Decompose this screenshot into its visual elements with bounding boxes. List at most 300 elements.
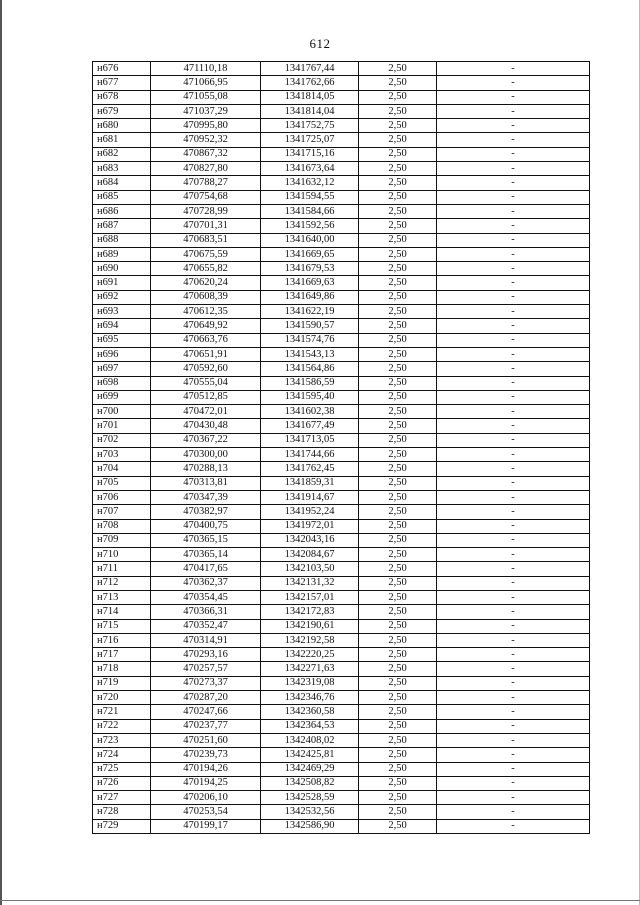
table-row bbox=[93, 819, 590, 833]
note-cell: - bbox=[437, 119, 590, 133]
point-id-cell: н721 bbox=[93, 705, 151, 719]
accuracy-cell: 2,50 bbox=[359, 362, 437, 376]
note-cell: - bbox=[437, 433, 590, 447]
x-coordinate-cell: 470194,25 bbox=[151, 776, 261, 790]
y-coordinate-cell: 1341669,65 bbox=[261, 247, 359, 261]
note-cell: - bbox=[437, 233, 590, 247]
y-coordinate-cell: 1341594,55 bbox=[261, 190, 359, 204]
point-id-cell: н694 bbox=[93, 319, 151, 333]
note-cell: - bbox=[437, 691, 590, 705]
point-id-cell: н687 bbox=[93, 219, 151, 233]
point-id-cell: н702 bbox=[93, 433, 151, 447]
table-row bbox=[93, 104, 590, 118]
x-coordinate-cell: 470253,54 bbox=[151, 805, 261, 819]
point-id-cell: н700 bbox=[93, 405, 151, 419]
accuracy-cell: 2,50 bbox=[359, 448, 437, 462]
point-id-cell: н688 bbox=[93, 233, 151, 247]
x-coordinate-cell: 470365,14 bbox=[151, 548, 261, 562]
y-coordinate-cell: 1341859,31 bbox=[261, 476, 359, 490]
point-id-cell: н724 bbox=[93, 748, 151, 762]
table-row bbox=[93, 90, 590, 104]
y-coordinate-cell: 1341725,07 bbox=[261, 133, 359, 147]
table-row bbox=[93, 119, 590, 133]
note-cell: - bbox=[437, 805, 590, 819]
table-row bbox=[93, 548, 590, 562]
x-coordinate-cell: 470288,13 bbox=[151, 462, 261, 476]
accuracy-cell: 2,50 bbox=[359, 662, 437, 676]
note-cell: - bbox=[437, 448, 590, 462]
y-coordinate-cell: 1341744,66 bbox=[261, 448, 359, 462]
note-cell: - bbox=[437, 90, 590, 104]
table-row bbox=[93, 476, 590, 490]
x-coordinate-cell: 470608,39 bbox=[151, 290, 261, 304]
accuracy-cell: 2,50 bbox=[359, 119, 437, 133]
point-id-cell: н728 bbox=[93, 805, 151, 819]
note-cell: - bbox=[437, 562, 590, 576]
table-row bbox=[93, 733, 590, 747]
point-id-cell: н710 bbox=[93, 548, 151, 562]
note-cell: - bbox=[437, 405, 590, 419]
x-coordinate-cell: 470354,45 bbox=[151, 590, 261, 604]
accuracy-cell: 2,50 bbox=[359, 276, 437, 290]
note-cell: - bbox=[437, 662, 590, 676]
note-cell: - bbox=[437, 76, 590, 90]
table-row bbox=[93, 376, 590, 390]
y-coordinate-cell: 1342043,16 bbox=[261, 533, 359, 547]
accuracy-cell: 2,50 bbox=[359, 691, 437, 705]
x-coordinate-cell: 470651,91 bbox=[151, 347, 261, 361]
y-coordinate-cell: 1341543,13 bbox=[261, 347, 359, 361]
x-coordinate-cell: 470754,68 bbox=[151, 190, 261, 204]
point-id-cell: н690 bbox=[93, 262, 151, 276]
point-id-cell: н684 bbox=[93, 176, 151, 190]
point-id-cell: н729 bbox=[93, 819, 151, 833]
y-coordinate-cell: 1341673,64 bbox=[261, 162, 359, 176]
y-coordinate-cell: 1341762,66 bbox=[261, 76, 359, 90]
y-coordinate-cell: 1342364,53 bbox=[261, 719, 359, 733]
x-coordinate-cell: 470827,80 bbox=[151, 162, 261, 176]
table-row bbox=[93, 176, 590, 190]
accuracy-cell: 2,50 bbox=[359, 419, 437, 433]
point-id-cell: н696 bbox=[93, 347, 151, 361]
y-coordinate-cell: 1341632,12 bbox=[261, 176, 359, 190]
y-coordinate-cell: 1341713,05 bbox=[261, 433, 359, 447]
x-coordinate-cell: 470366,31 bbox=[151, 605, 261, 619]
x-coordinate-cell: 470382,97 bbox=[151, 505, 261, 519]
table-row bbox=[93, 333, 590, 347]
y-coordinate-cell: 1342192,58 bbox=[261, 633, 359, 647]
accuracy-cell: 2,50 bbox=[359, 162, 437, 176]
note-cell: - bbox=[437, 347, 590, 361]
accuracy-cell: 2,50 bbox=[359, 633, 437, 647]
x-coordinate-cell: 470237,77 bbox=[151, 719, 261, 733]
point-id-cell: н723 bbox=[93, 733, 151, 747]
table-row bbox=[93, 276, 590, 290]
table-row bbox=[93, 290, 590, 304]
accuracy-cell: 2,50 bbox=[359, 548, 437, 562]
point-id-cell: н689 bbox=[93, 247, 151, 261]
y-coordinate-cell: 1341767,44 bbox=[261, 62, 359, 76]
y-coordinate-cell: 1342528,59 bbox=[261, 791, 359, 805]
note-cell: - bbox=[437, 390, 590, 404]
point-id-cell: н711 bbox=[93, 562, 151, 576]
accuracy-cell: 2,50 bbox=[359, 719, 437, 733]
y-coordinate-cell: 1342508,82 bbox=[261, 776, 359, 790]
note-cell: - bbox=[437, 190, 590, 204]
x-coordinate-cell: 470199,17 bbox=[151, 819, 261, 833]
y-coordinate-cell: 1341715,16 bbox=[261, 147, 359, 161]
accuracy-cell: 2,50 bbox=[359, 433, 437, 447]
table-row bbox=[93, 433, 590, 447]
x-coordinate-cell: 470400,75 bbox=[151, 519, 261, 533]
x-coordinate-cell: 470612,35 bbox=[151, 305, 261, 319]
x-coordinate-cell: 470620,24 bbox=[151, 276, 261, 290]
table-row bbox=[93, 633, 590, 647]
accuracy-cell: 2,50 bbox=[359, 505, 437, 519]
point-id-cell: н693 bbox=[93, 305, 151, 319]
accuracy-cell: 2,50 bbox=[359, 705, 437, 719]
point-id-cell: н698 bbox=[93, 376, 151, 390]
y-coordinate-cell: 1342172,83 bbox=[261, 605, 359, 619]
table-row bbox=[93, 147, 590, 161]
table-row bbox=[93, 76, 590, 90]
note-cell: - bbox=[437, 462, 590, 476]
accuracy-cell: 2,50 bbox=[359, 190, 437, 204]
accuracy-cell: 2,50 bbox=[359, 748, 437, 762]
accuracy-cell: 2,50 bbox=[359, 676, 437, 690]
x-coordinate-cell: 470675,59 bbox=[151, 247, 261, 261]
table-row bbox=[93, 605, 590, 619]
accuracy-cell: 2,50 bbox=[359, 176, 437, 190]
x-coordinate-cell: 470293,16 bbox=[151, 648, 261, 662]
note-cell: - bbox=[437, 133, 590, 147]
accuracy-cell: 2,50 bbox=[359, 605, 437, 619]
y-coordinate-cell: 1341649,86 bbox=[261, 290, 359, 304]
y-coordinate-cell: 1341584,66 bbox=[261, 204, 359, 218]
y-coordinate-cell: 1342360,58 bbox=[261, 705, 359, 719]
table-row bbox=[93, 262, 590, 276]
table-row bbox=[93, 233, 590, 247]
scan-left-edge bbox=[0, 0, 2, 905]
point-id-cell: н719 bbox=[93, 676, 151, 690]
point-id-cell: н691 bbox=[93, 276, 151, 290]
point-id-cell: н708 bbox=[93, 519, 151, 533]
accuracy-cell: 2,50 bbox=[359, 819, 437, 833]
x-coordinate-cell: 470512,85 bbox=[151, 390, 261, 404]
note-cell: - bbox=[437, 290, 590, 304]
note-cell: - bbox=[437, 319, 590, 333]
table-row bbox=[93, 562, 590, 576]
y-coordinate-cell: 1342271,63 bbox=[261, 662, 359, 676]
x-coordinate-cell: 470347,39 bbox=[151, 490, 261, 504]
point-id-cell: н709 bbox=[93, 533, 151, 547]
y-coordinate-cell: 1342131,32 bbox=[261, 576, 359, 590]
accuracy-cell: 2,50 bbox=[359, 90, 437, 104]
x-coordinate-cell: 470592,60 bbox=[151, 362, 261, 376]
point-id-cell: н681 bbox=[93, 133, 151, 147]
point-id-cell: н685 bbox=[93, 190, 151, 204]
y-coordinate-cell: 1342532,56 bbox=[261, 805, 359, 819]
table-row bbox=[93, 190, 590, 204]
table-row bbox=[93, 319, 590, 333]
table-row bbox=[93, 676, 590, 690]
x-coordinate-cell: 470788,27 bbox=[151, 176, 261, 190]
x-coordinate-cell: 470867,32 bbox=[151, 147, 261, 161]
y-coordinate-cell: 1342469,29 bbox=[261, 762, 359, 776]
accuracy-cell: 2,50 bbox=[359, 533, 437, 547]
y-coordinate-cell: 1341669,63 bbox=[261, 276, 359, 290]
accuracy-cell: 2,50 bbox=[359, 290, 437, 304]
point-id-cell: н715 bbox=[93, 619, 151, 633]
table-row bbox=[93, 405, 590, 419]
table-row bbox=[93, 619, 590, 633]
table-row bbox=[93, 762, 590, 776]
accuracy-cell: 2,50 bbox=[359, 619, 437, 633]
table-row bbox=[93, 448, 590, 462]
x-coordinate-cell: 470555,04 bbox=[151, 376, 261, 390]
y-coordinate-cell: 1341814,04 bbox=[261, 104, 359, 118]
point-id-cell: н703 bbox=[93, 448, 151, 462]
note-cell: - bbox=[437, 376, 590, 390]
y-coordinate-cell: 1342084,67 bbox=[261, 548, 359, 562]
y-coordinate-cell: 1341677,49 bbox=[261, 419, 359, 433]
table-row bbox=[93, 219, 590, 233]
point-id-cell: н718 bbox=[93, 662, 151, 676]
note-cell: - bbox=[437, 705, 590, 719]
x-coordinate-cell: 470649,92 bbox=[151, 319, 261, 333]
x-coordinate-cell: 470701,31 bbox=[151, 219, 261, 233]
x-coordinate-cell: 470313,81 bbox=[151, 476, 261, 490]
note-cell: - bbox=[437, 819, 590, 833]
table-row bbox=[93, 590, 590, 604]
note-cell: - bbox=[437, 548, 590, 562]
table-row bbox=[93, 776, 590, 790]
point-id-cell: н716 bbox=[93, 633, 151, 647]
accuracy-cell: 2,50 bbox=[359, 762, 437, 776]
accuracy-cell: 2,50 bbox=[359, 305, 437, 319]
point-id-cell: н683 bbox=[93, 162, 151, 176]
accuracy-cell: 2,50 bbox=[359, 648, 437, 662]
table-row bbox=[93, 62, 590, 76]
point-id-cell: н679 bbox=[93, 104, 151, 118]
table-row bbox=[93, 505, 590, 519]
note-cell: - bbox=[437, 262, 590, 276]
y-coordinate-cell: 1341814,05 bbox=[261, 90, 359, 104]
table-row bbox=[93, 305, 590, 319]
point-id-cell: н682 bbox=[93, 147, 151, 161]
table-row bbox=[93, 347, 590, 361]
y-coordinate-cell: 1341752,75 bbox=[261, 119, 359, 133]
point-id-cell: н686 bbox=[93, 204, 151, 218]
y-coordinate-cell: 1341574,76 bbox=[261, 333, 359, 347]
table-row bbox=[93, 691, 590, 705]
point-id-cell: н695 bbox=[93, 333, 151, 347]
y-coordinate-cell: 1341586,59 bbox=[261, 376, 359, 390]
accuracy-cell: 2,50 bbox=[359, 476, 437, 490]
point-id-cell: н712 bbox=[93, 576, 151, 590]
table-row bbox=[93, 204, 590, 218]
point-id-cell: н727 bbox=[93, 791, 151, 805]
point-id-cell: н726 bbox=[93, 776, 151, 790]
accuracy-cell: 2,50 bbox=[359, 333, 437, 347]
note-cell: - bbox=[437, 276, 590, 290]
x-coordinate-cell: 471110,18 bbox=[151, 62, 261, 76]
y-coordinate-cell: 1341595,40 bbox=[261, 390, 359, 404]
y-coordinate-cell: 1342220,25 bbox=[261, 648, 359, 662]
note-cell: - bbox=[437, 305, 590, 319]
note-cell: - bbox=[437, 333, 590, 347]
point-id-cell: н706 bbox=[93, 490, 151, 504]
x-coordinate-cell: 470206,10 bbox=[151, 791, 261, 805]
accuracy-cell: 2,50 bbox=[359, 376, 437, 390]
accuracy-cell: 2,50 bbox=[359, 405, 437, 419]
point-id-cell: н705 bbox=[93, 476, 151, 490]
note-cell: - bbox=[437, 419, 590, 433]
y-coordinate-cell: 1341972,01 bbox=[261, 519, 359, 533]
note-cell: - bbox=[437, 505, 590, 519]
accuracy-cell: 2,50 bbox=[359, 576, 437, 590]
x-coordinate-cell: 470655,82 bbox=[151, 262, 261, 276]
point-id-cell: н699 bbox=[93, 390, 151, 404]
accuracy-cell: 2,50 bbox=[359, 133, 437, 147]
x-coordinate-cell: 470362,37 bbox=[151, 576, 261, 590]
point-id-cell: н692 bbox=[93, 290, 151, 304]
y-coordinate-cell: 1341592,56 bbox=[261, 219, 359, 233]
y-coordinate-cell: 1341914,67 bbox=[261, 490, 359, 504]
accuracy-cell: 2,50 bbox=[359, 262, 437, 276]
y-coordinate-cell: 1342586,90 bbox=[261, 819, 359, 833]
x-coordinate-cell: 470352,47 bbox=[151, 619, 261, 633]
note-cell: - bbox=[437, 648, 590, 662]
table-row bbox=[93, 791, 590, 805]
table-row bbox=[93, 462, 590, 476]
y-coordinate-cell: 1341679,53 bbox=[261, 262, 359, 276]
accuracy-cell: 2,50 bbox=[359, 805, 437, 819]
accuracy-cell: 2,50 bbox=[359, 62, 437, 76]
table-row bbox=[93, 133, 590, 147]
y-coordinate-cell: 1342425,81 bbox=[261, 748, 359, 762]
x-coordinate-cell: 470417,65 bbox=[151, 562, 261, 576]
accuracy-cell: 2,50 bbox=[359, 490, 437, 504]
accuracy-cell: 2,50 bbox=[359, 76, 437, 90]
y-coordinate-cell: 1341762,45 bbox=[261, 462, 359, 476]
point-id-cell: н680 bbox=[93, 119, 151, 133]
x-coordinate-cell: 470239,73 bbox=[151, 748, 261, 762]
y-coordinate-cell: 1342190,61 bbox=[261, 619, 359, 633]
note-cell: - bbox=[437, 762, 590, 776]
accuracy-cell: 2,50 bbox=[359, 319, 437, 333]
table-row bbox=[93, 533, 590, 547]
page-number: 612 bbox=[309, 36, 331, 51]
note-cell: - bbox=[437, 590, 590, 604]
accuracy-cell: 2,50 bbox=[359, 247, 437, 261]
table-row bbox=[93, 705, 590, 719]
table-row bbox=[93, 419, 590, 433]
x-coordinate-cell: 470952,32 bbox=[151, 133, 261, 147]
accuracy-cell: 2,50 bbox=[359, 147, 437, 161]
table-row bbox=[93, 805, 590, 819]
x-coordinate-cell: 470251,60 bbox=[151, 733, 261, 747]
x-coordinate-cell: 470194,26 bbox=[151, 762, 261, 776]
note-cell: - bbox=[437, 748, 590, 762]
table-row bbox=[93, 162, 590, 176]
table-row bbox=[93, 662, 590, 676]
x-coordinate-cell: 470247,66 bbox=[151, 705, 261, 719]
y-coordinate-cell: 1341952,24 bbox=[261, 505, 359, 519]
accuracy-cell: 2,50 bbox=[359, 390, 437, 404]
y-coordinate-cell: 1342346,76 bbox=[261, 691, 359, 705]
x-coordinate-cell: 470663,76 bbox=[151, 333, 261, 347]
note-cell: - bbox=[437, 633, 590, 647]
note-cell: - bbox=[437, 519, 590, 533]
table-row bbox=[93, 748, 590, 762]
coordinates-table bbox=[92, 61, 590, 834]
table-row bbox=[93, 362, 590, 376]
x-coordinate-cell: 470683,51 bbox=[151, 233, 261, 247]
note-cell: - bbox=[437, 719, 590, 733]
x-coordinate-cell: 471055,08 bbox=[151, 90, 261, 104]
accuracy-cell: 2,50 bbox=[359, 791, 437, 805]
x-coordinate-cell: 470273,37 bbox=[151, 676, 261, 690]
y-coordinate-cell: 1341590,57 bbox=[261, 319, 359, 333]
note-cell: - bbox=[437, 619, 590, 633]
accuracy-cell: 2,50 bbox=[359, 562, 437, 576]
x-coordinate-cell: 470300,00 bbox=[151, 448, 261, 462]
y-coordinate-cell: 1342157,01 bbox=[261, 590, 359, 604]
point-id-cell: н704 bbox=[93, 462, 151, 476]
note-cell: - bbox=[437, 362, 590, 376]
point-id-cell: н676 bbox=[93, 62, 151, 76]
note-cell: - bbox=[437, 147, 590, 161]
note-cell: - bbox=[437, 162, 590, 176]
point-id-cell: н707 bbox=[93, 505, 151, 519]
x-coordinate-cell: 470367,22 bbox=[151, 433, 261, 447]
accuracy-cell: 2,50 bbox=[359, 104, 437, 118]
y-coordinate-cell: 1341602,38 bbox=[261, 405, 359, 419]
table-row bbox=[93, 247, 590, 261]
note-cell: - bbox=[437, 219, 590, 233]
accuracy-cell: 2,50 bbox=[359, 219, 437, 233]
accuracy-cell: 2,50 bbox=[359, 204, 437, 218]
point-id-cell: н713 bbox=[93, 590, 151, 604]
note-cell: - bbox=[437, 176, 590, 190]
note-cell: - bbox=[437, 104, 590, 118]
y-coordinate-cell: 1342103,50 bbox=[261, 562, 359, 576]
point-id-cell: н720 bbox=[93, 691, 151, 705]
note-cell: - bbox=[437, 733, 590, 747]
coordinates-table-body bbox=[93, 62, 590, 834]
point-id-cell: н725 bbox=[93, 762, 151, 776]
table-row bbox=[93, 576, 590, 590]
scan-bottom-edge bbox=[0, 900, 640, 901]
note-cell: - bbox=[437, 476, 590, 490]
table-row bbox=[93, 390, 590, 404]
x-coordinate-cell: 470728,99 bbox=[151, 204, 261, 218]
x-coordinate-cell: 471066,95 bbox=[151, 76, 261, 90]
table-row bbox=[93, 648, 590, 662]
y-coordinate-cell: 1342319,08 bbox=[261, 676, 359, 690]
x-coordinate-cell: 470287,20 bbox=[151, 691, 261, 705]
table-row bbox=[93, 490, 590, 504]
note-cell: - bbox=[437, 576, 590, 590]
note-cell: - bbox=[437, 776, 590, 790]
point-id-cell: н722 bbox=[93, 719, 151, 733]
x-coordinate-cell: 470314,91 bbox=[151, 633, 261, 647]
accuracy-cell: 2,50 bbox=[359, 233, 437, 247]
y-coordinate-cell: 1341564,86 bbox=[261, 362, 359, 376]
x-coordinate-cell: 470257,57 bbox=[151, 662, 261, 676]
accuracy-cell: 2,50 bbox=[359, 776, 437, 790]
